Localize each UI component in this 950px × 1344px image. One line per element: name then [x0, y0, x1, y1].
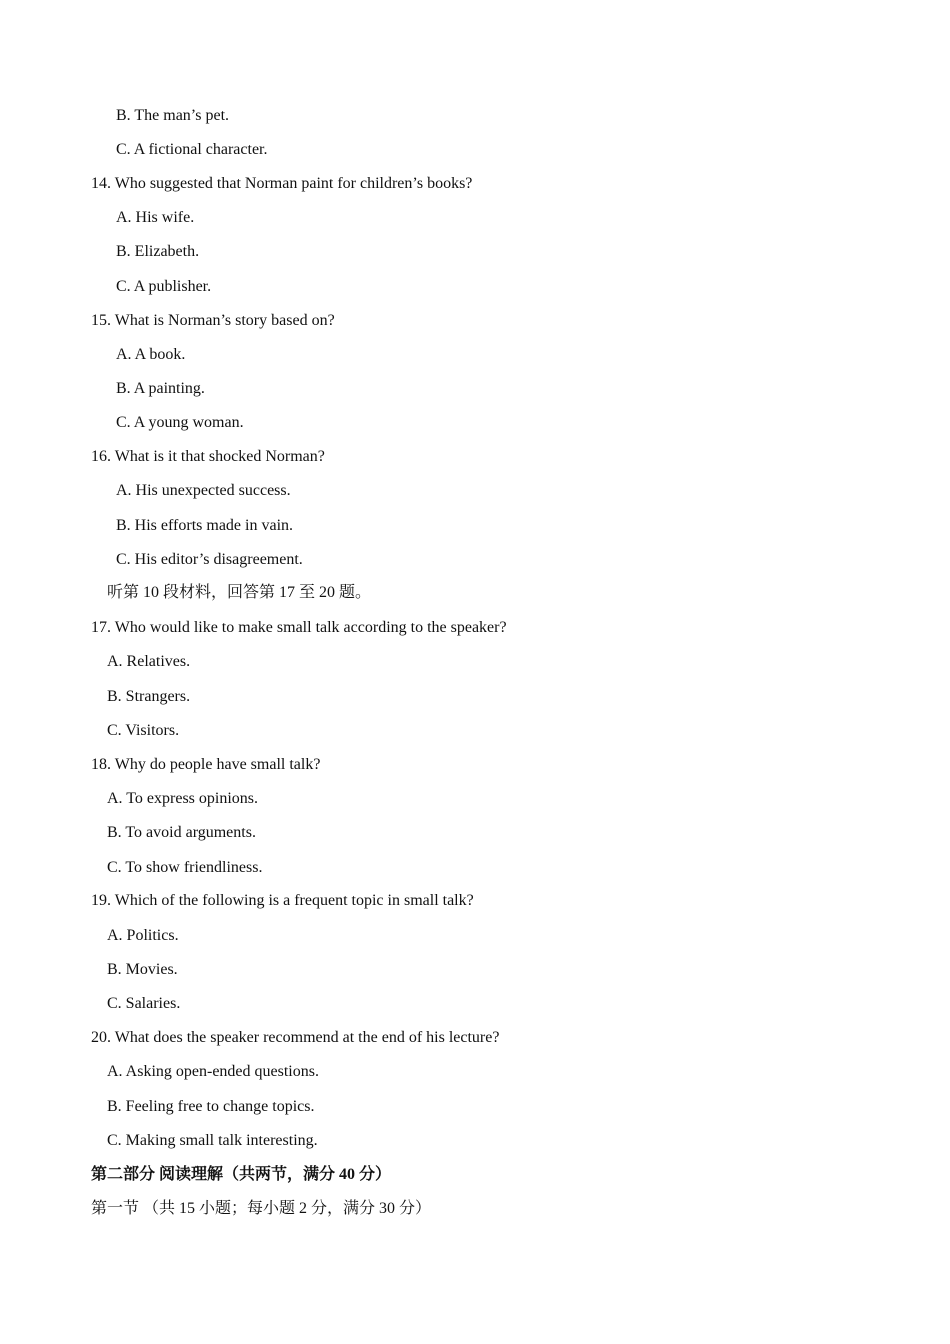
question-14: 14. Who suggested that Norman paint for children’s books? [91, 175, 473, 192]
option-18a: A. To express opinions. [107, 790, 259, 807]
option-15b: B. A painting. [116, 380, 205, 397]
option-20c: C. Making small talk interesting. [107, 1132, 318, 1149]
question-16: 16. What is it that shocked Norman? [91, 448, 325, 465]
option-18c: C. To show friendliness. [107, 859, 263, 876]
question-17: 17. Who would like to make small talk according to the speaker? [91, 619, 507, 636]
option-16b: B. His efforts made in vain. [116, 517, 294, 534]
option-20b: B. Feeling free to change topics. [107, 1098, 315, 1115]
option-18b: B. To avoid arguments. [107, 824, 256, 841]
option-16a: A. His unexpected success. [116, 482, 291, 499]
question-18: 18. Why do people have small talk? [91, 756, 321, 773]
option-16c: C. His editor’s disagreement. [116, 551, 303, 568]
section-one-heading: 第一节 （共 15 小题；每小题 2 分，满分 30 分） [91, 1200, 432, 1217]
option-17a: A. Relatives. [107, 653, 191, 670]
option-20a: A. Asking open-ended questions. [107, 1063, 319, 1080]
option-15a: A. A book. [116, 346, 186, 363]
option-19a: A. Politics. [107, 927, 179, 944]
option-14c: C. A publisher. [116, 278, 212, 295]
section-instruction: 听第 10 段材料，回答第 17 至 20 题。 [107, 584, 372, 601]
option-17c: C. Visitors. [107, 722, 180, 739]
option-19b: B. Movies. [107, 961, 178, 978]
part-two-heading: 第二部分 阅读理解（共两节，满分 40 分） [91, 1166, 392, 1183]
option-13b: B. The man’s pet. [116, 107, 230, 124]
question-20: 20. What does the speaker recommend at the end of his lecture? [91, 1029, 500, 1046]
option-13c: C. A fictional character. [116, 141, 268, 158]
question-15: 15. What is Norman’s story based on? [91, 312, 335, 329]
option-17b: B. Strangers. [107, 688, 191, 705]
question-19: 19. Which of the following is a frequent topic in small talk? [91, 892, 474, 909]
option-15c: C. A young woman. [116, 414, 244, 431]
option-19c: C. Salaries. [107, 995, 181, 1012]
option-14a: A. His wife. [116, 209, 195, 226]
option-14b: B. Elizabeth. [116, 243, 200, 260]
